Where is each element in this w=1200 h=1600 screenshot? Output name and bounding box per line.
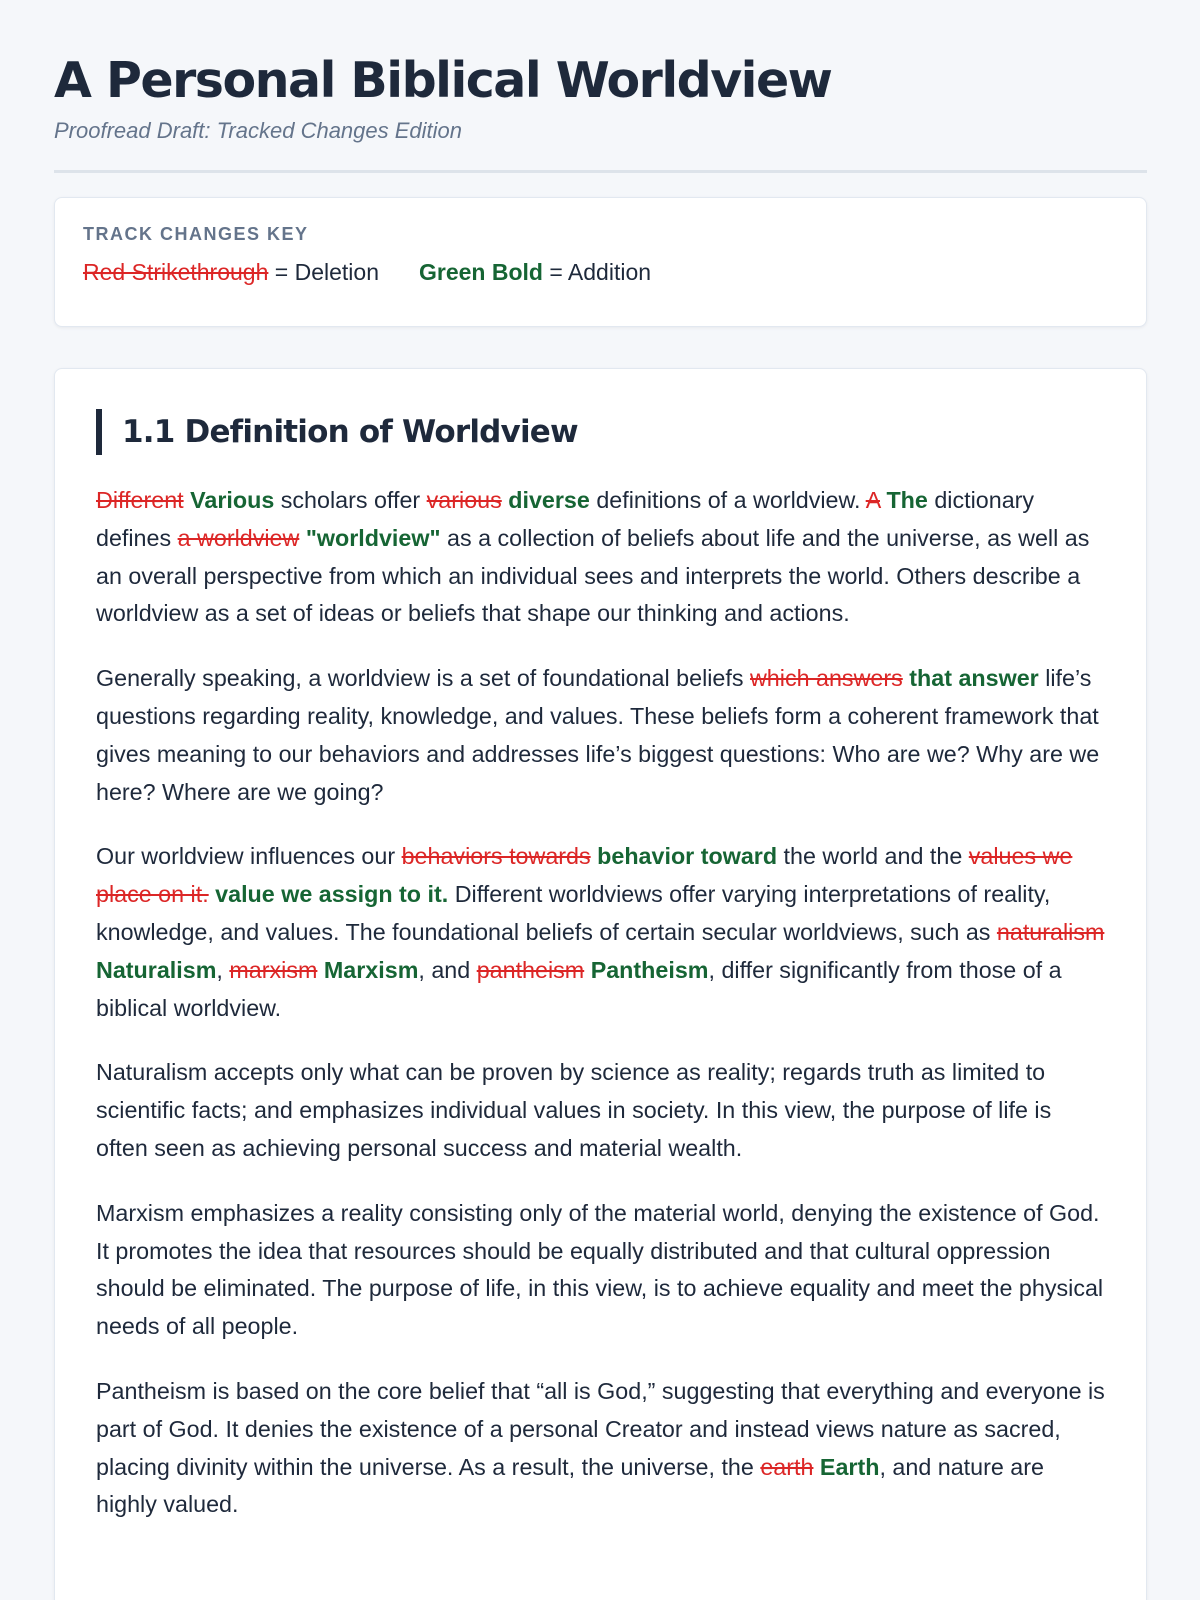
inserted-text: "worldview"	[305, 524, 441, 551]
deleted-text: earth	[760, 1453, 814, 1480]
body-text: Pantheism is based on the core belief that “all is God,” suggesting that everything and everyone is part of God. It denies the existence of a personal Creator and instead views nature as sacred, placing divinity within the universe. As a result, the universe, the	[96, 1377, 1105, 1480]
body-text: Naturalism accepts only what can be proven by science as reality; regards truth as limited to scientific facts; and emphasizes individual values in society. In this view, the purpose of life is often seen as achieving personal success and material wealth.	[96, 1059, 1052, 1161]
deleted-text: behaviors towards	[401, 843, 591, 870]
key-addition-sample: Green Bold	[419, 259, 543, 285]
key-deletion-entry	[83, 259, 379, 286]
key-legend	[83, 259, 1118, 286]
body-text: , and nature are highly valued.	[96, 1453, 1044, 1518]
inserted-text: behavior toward	[597, 843, 778, 870]
key-deletion-label: = Deletion	[274, 259, 379, 285]
deleted-text: naturalism	[996, 918, 1105, 945]
body-text: life’s questions regarding reality, knowledge, and values. These beliefs form a coherent framework that gives meaning to our behaviors and addresses life’s biggest questions: Who are we? Why are we here? Where are we going?	[96, 665, 1100, 805]
deleted-text: A	[865, 487, 880, 513]
body-paragraph	[96, 1373, 1106, 1524]
deleted-text: which answers	[749, 665, 903, 692]
key-addition-label: = Addition	[549, 259, 652, 285]
key-deletion-sample: Red Strikethrough	[83, 259, 269, 285]
body-text: scholars offer	[274, 487, 427, 513]
body-paragraph	[96, 482, 1106, 633]
body-text: dictionary defines	[96, 487, 1035, 551]
inserted-text: that answer	[909, 665, 1039, 692]
page-title: A Personal Biblical Worldview	[54, 52, 832, 109]
page-header	[54, 50, 1147, 173]
document-body	[54, 368, 1147, 1600]
body-paragraph	[96, 1054, 1106, 1167]
inserted-text: Earth	[819, 1453, 880, 1480]
deleted-text: various	[426, 487, 502, 513]
inserted-text: Naturalism	[96, 956, 217, 983]
inserted-text: Marxism	[323, 956, 419, 983]
body-text: Generally speaking, a worldview is a set of foundational beliefs	[96, 665, 750, 692]
body-text: as a collection of beliefs about life and the universe, as well as an overall perspective from which an individual sees and interprets the world. Others describe a worldview as a set of ideas or beliefs that shape our thinking and actions.	[96, 524, 1090, 627]
deleted-text: a worldview	[177, 524, 300, 551]
deleted-text: pantheism	[476, 956, 585, 983]
track-changes-key	[54, 197, 1147, 327]
key-addition-entry	[419, 259, 651, 286]
body-text: ,	[216, 956, 230, 983]
body-text: Different worldviews offer varying interpretations of reality, knowledge, and values. The foundational beliefs of certain secular worldviews, such as	[96, 881, 1051, 945]
inserted-text: Pantheism	[590, 956, 709, 983]
inserted-text: The	[886, 487, 928, 513]
body-text: Marxism emphasizes a reality consisting only of the material world, denying the existence of God. It promotes the idea that resources should be equally distributed and that cultural oppression should be eliminated. The purpose of life, in this view, is to achieve equality and meet the physical needs of all people.	[96, 1199, 1104, 1340]
body-paragraph	[96, 660, 1106, 811]
body-text: , differ significantly from those of a biblical worldview.	[96, 956, 1062, 1021]
body-text: , and	[418, 956, 477, 983]
section-paragraphs	[96, 482, 1106, 1524]
body-text: definitions of a worldview.	[589, 487, 866, 513]
inserted-text: diverse	[508, 487, 590, 513]
inserted-text: Various	[190, 487, 275, 513]
body-paragraph	[96, 1195, 1106, 1346]
inserted-text: value we assign to it.	[215, 881, 449, 908]
body-paragraph	[96, 838, 1106, 1027]
deleted-text: Different	[96, 487, 184, 513]
section-heading: 1.1 Definition of Worldview	[96, 409, 1106, 455]
deleted-text: values we place on it.	[96, 843, 1073, 908]
body-text: Our worldview influences our	[96, 843, 402, 870]
page-subtitle: Proofread Draft: Tracked Changes Edition	[54, 118, 463, 143]
body-text: the world and the	[777, 843, 969, 870]
deleted-text: marxism	[229, 956, 318, 983]
key-heading: TRACK CHANGES KEY	[83, 224, 309, 244]
